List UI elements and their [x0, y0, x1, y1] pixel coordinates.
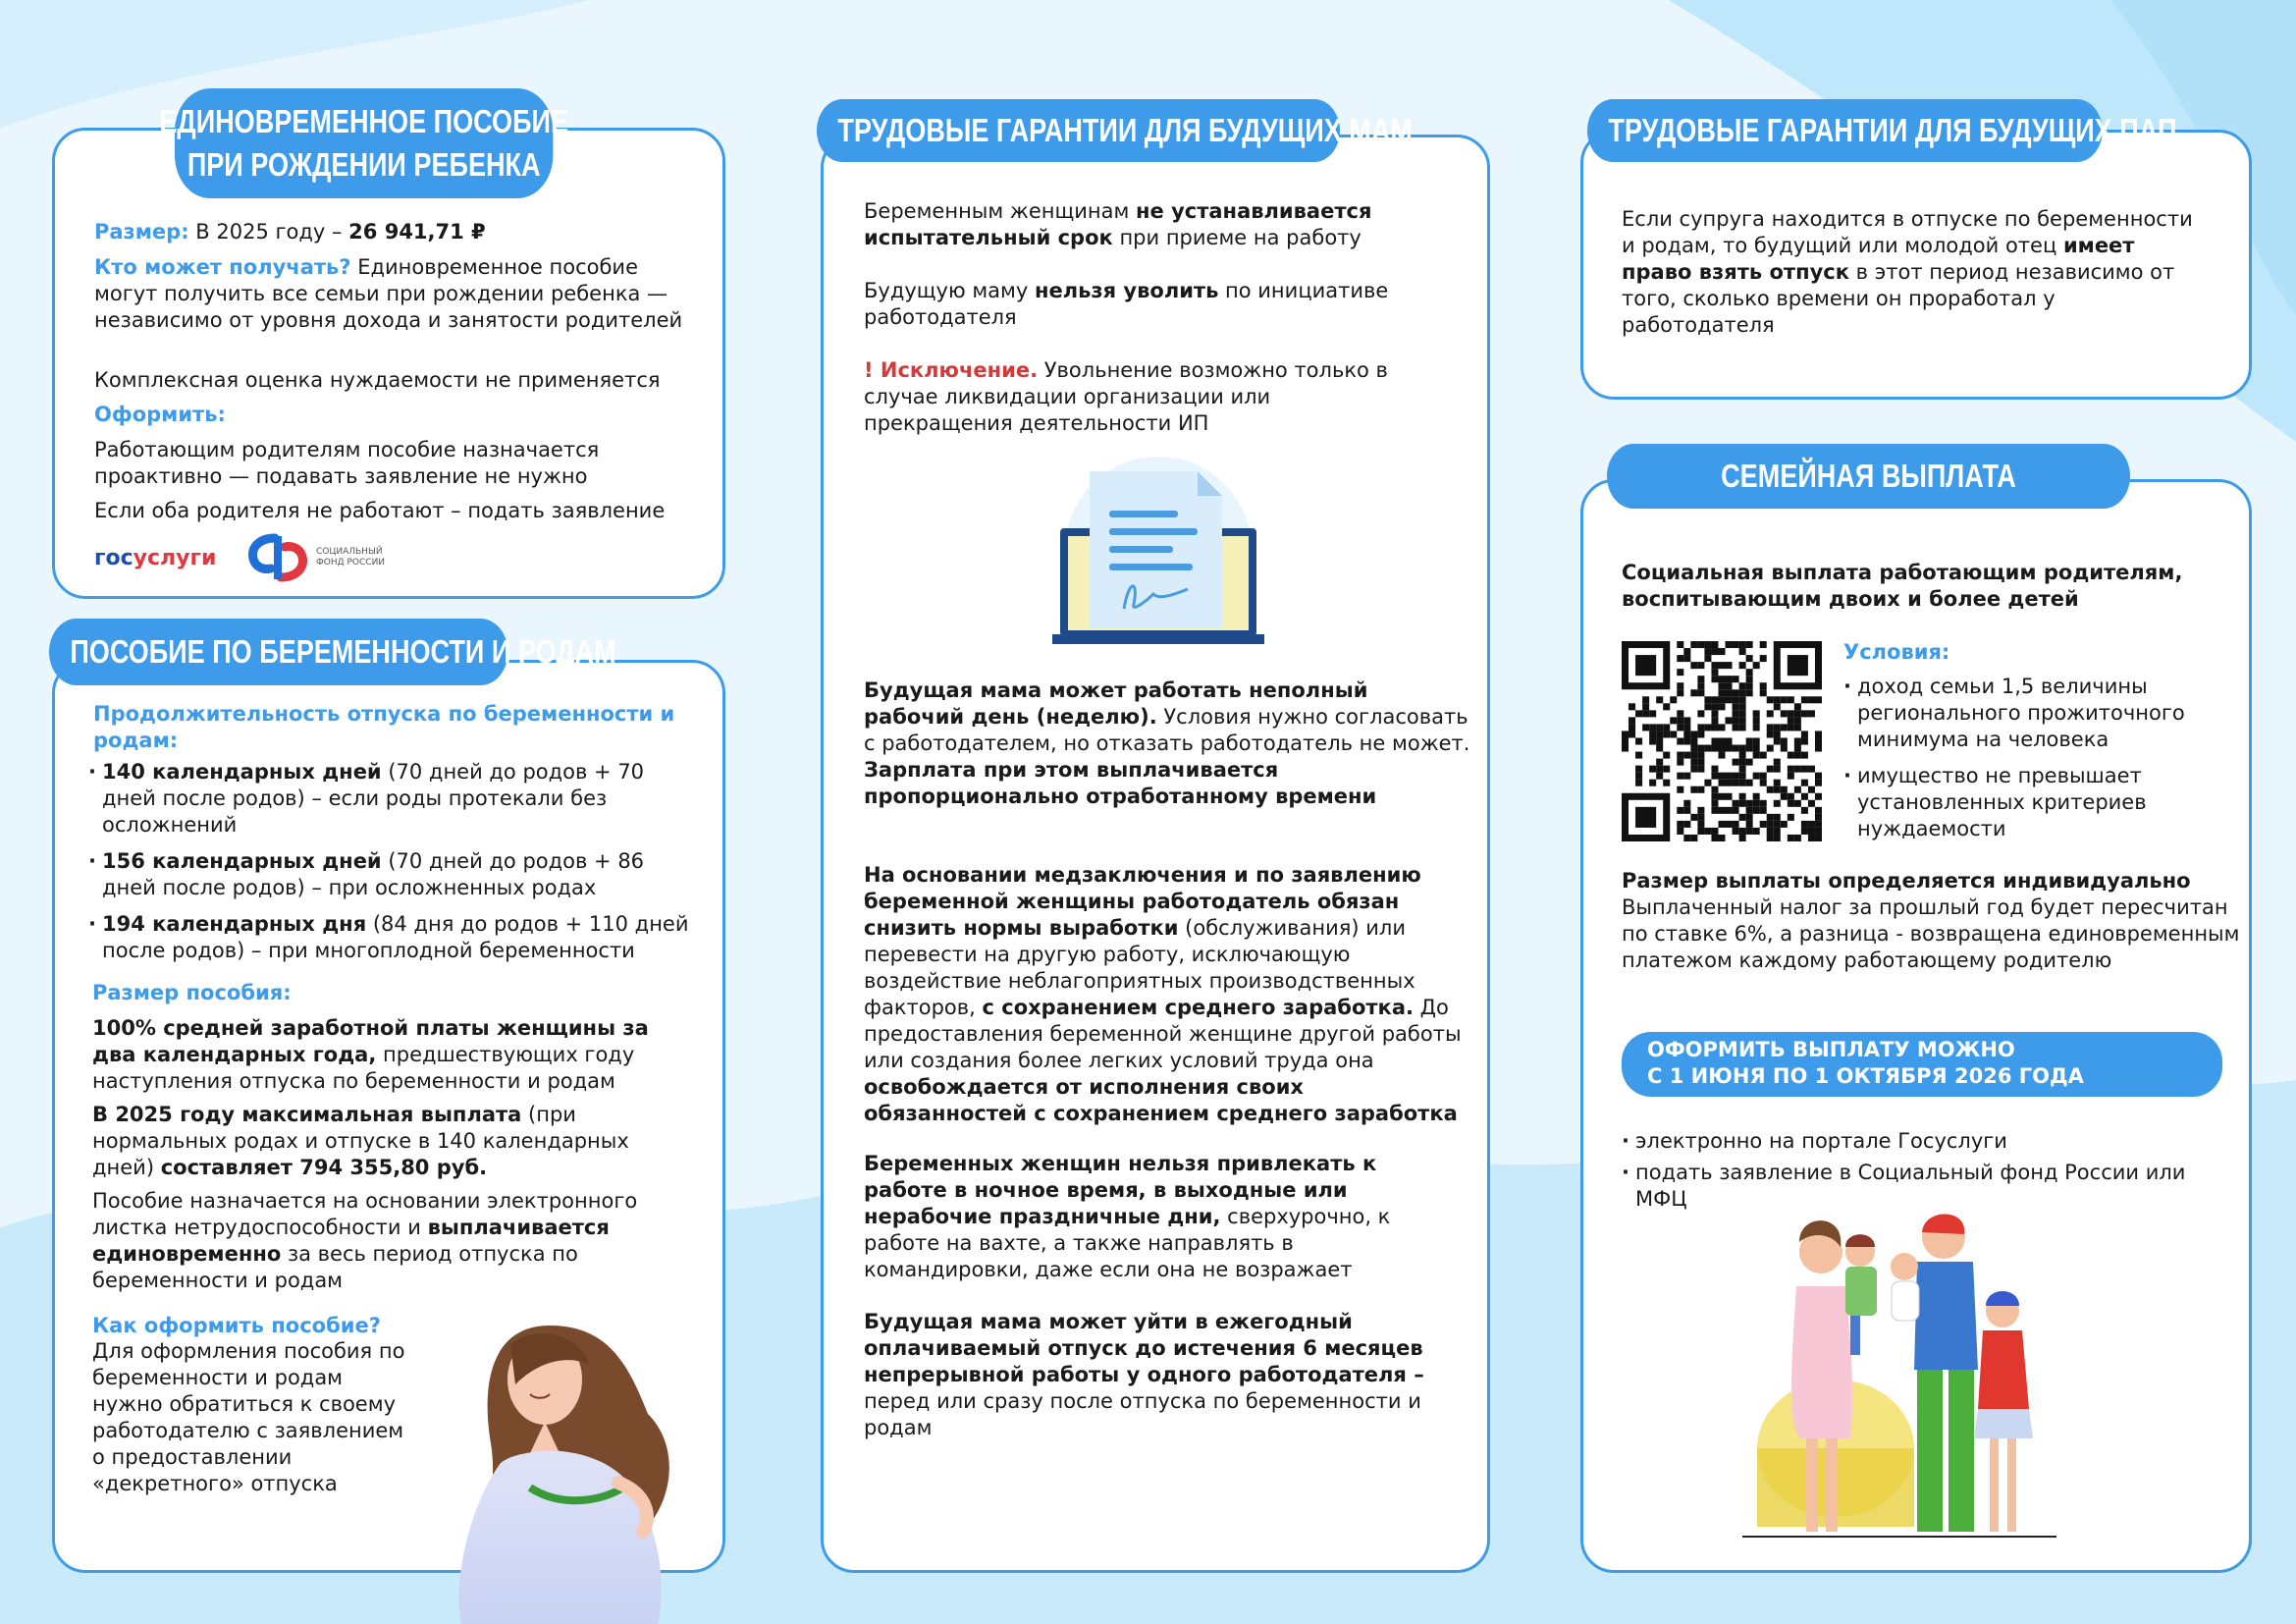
family-size	[1622, 868, 2240, 974]
moms-p3-text: Условия нужно согласовать с работодателем, но отказать работодатель не может.	[864, 705, 1470, 755]
gosuslugi-logo-part1: гос	[94, 546, 133, 570]
family-ways-list	[1622, 1128, 2211, 1213]
maternity-d3-text: (84 дня до родов + 110 дней после родов) – при многоплодной беременности	[102, 912, 689, 962]
family-title-pill	[1607, 444, 2130, 509]
moms-p1-text2: при приеме на работу	[1112, 226, 1362, 249]
maternity-howto-label: Как оформить пособие?	[92, 1314, 381, 1337]
maternity-duration-item	[88, 848, 697, 901]
lump-sum-apply-label: Оформить:	[94, 403, 226, 426]
lump-sum-size-label: Размер:	[94, 220, 189, 244]
moms-p3	[864, 677, 1472, 810]
moms-exception-label: ! Исключение.	[864, 358, 1039, 382]
moms-p5	[864, 1151, 1443, 1283]
maternity-amount-bold: 100% средней заработной платы женщины за два календарных года,	[92, 1016, 649, 1066]
pregnant-woman-illustration	[432, 1306, 697, 1624]
lump-sum-title-line1: ЕДИНОВРЕМЕННОЕ ПОСОБИЕ	[159, 103, 569, 140]
moms-p6	[864, 1309, 1443, 1441]
lump-sum-who-label: Кто может получать?	[94, 255, 351, 279]
lump-sum-size-value: 26 941,71 ₽	[348, 220, 486, 244]
maternity-d2-text: (70 дней до родов + 86 дней после родов) – при осложненных родах	[102, 849, 645, 899]
document-laptop-illustration	[1041, 452, 1276, 648]
moms-p2	[864, 278, 1453, 331]
family-size-text: Выплаченный налог за прошлый год будет пересчитан по ставке 6%, а разница - возвращена единовременным платежом каждому работающему родителю	[1622, 895, 2240, 972]
moms-p1-bold: не устанавливается испытательный срок	[864, 199, 1372, 249]
family-deadline-line2: С 1 ИЮНЯ ПО 1 ОКТЯБРЯ 2026 ГОДА	[1647, 1064, 2084, 1088]
maternity-howto-text: Для оформления пособия по беременности и родам нужно обратиться к своему работодателю с заявлением о предоставлении «декретного» отпуска	[92, 1339, 405, 1495]
dads-title-pill	[1587, 99, 2177, 162]
moms-p4-bold2: с сохранением среднего заработка.	[982, 996, 1414, 1019]
moms-p4-text2: До предоставления беременной женщине другой работы или создания более легких условий труда она	[864, 996, 1462, 1072]
moms-p2-bold: нельзя уволить	[1035, 279, 1219, 302]
lump-sum-title-pill	[159, 88, 569, 198]
maternity-duration-label: Продолжительность отпуска по беременности и родам:	[93, 702, 675, 752]
maternity-amount	[92, 1015, 691, 1095]
moms-p2-text2: по инициативе работодателя	[864, 279, 1389, 329]
moms-p3-bold2: Зарплата при этом выплачивается пропорционально отработанному времени	[864, 758, 1377, 808]
lump-sum-assessment: Комплексная оценка нуждаемости не применяется	[94, 368, 661, 392]
moms-p2-text: Будущую маму	[864, 279, 1035, 302]
family-deadline-line1: ОФОРМИТЬ ВЫПЛАТУ МОЖНО	[1647, 1038, 2015, 1061]
family-title: СЕМЕЙНАЯ ВЫПЛАТА	[1721, 458, 2016, 495]
maternity-title-pill	[49, 619, 616, 685]
family-conditions-list	[1843, 674, 2236, 842]
family-way-1: электронно на портале Госуслуги	[1635, 1129, 2007, 1153]
lump-sum-size	[94, 219, 703, 245]
lump-sum-nonworking: Если оба родителя не работают – подать заявление	[94, 499, 666, 522]
sfr-logo[interactable]	[245, 533, 385, 582]
moms-p3-bold: Будущая мама может работать неполный рабочий день (неделю).	[864, 678, 1368, 729]
maternity-title: ПОСОБИЕ ПО БЕРЕМЕННОСТИ И РОДАМ	[70, 633, 616, 671]
dads-title: ТРУДОВЫЕ ГАРАНТИИ ДЛЯ БУДУЩИХ ПАП	[1608, 112, 2177, 149]
family-illustration	[1742, 1203, 2056, 1542]
lump-sum-who-text: Единовременное пособие могут получить все семьи при рождении ребенка — независимо от уровня дохода и занятости родителей	[94, 255, 683, 332]
lump-sum-size-text: В 2025 году –	[188, 220, 349, 244]
dads-text1: Если супруга находится в отпуске по беременности и родам, то будущий или молодой отец	[1622, 207, 2193, 257]
dads-text2: в этот период независимо от того, сколько времени он проработал у работодателя	[1622, 260, 2175, 337]
maternity-amount-label: Размер пособия:	[92, 981, 292, 1004]
moms-p1-text: Беременным женщинам	[864, 199, 1137, 223]
maternity-basis	[92, 1188, 691, 1294]
moms-p6-text: перед или сразу после отпуска по беременности и родам	[864, 1389, 1421, 1439]
maternity-max-bold: В 2025 году максимальная выплата	[92, 1103, 522, 1126]
maternity-duration-item	[88, 911, 697, 964]
dads-bold: имеет право взять отпуск	[1622, 234, 2135, 284]
moms-title: ТРУДОВЫЕ ГАРАНТИИ ДЛЯ БУДУЩИХ МАМ	[837, 112, 1413, 149]
family-headline: Социальная выплата работающим родителям, воспитывающим двоих и более детей	[1622, 561, 2183, 611]
family-way-item	[1622, 1128, 2211, 1155]
maternity-d1-text: (70 дней до родов + 70 дней после родов) – если роды протекали без осложнений	[102, 760, 645, 837]
maternity-d1-bold: 140 календарных дней	[102, 760, 382, 784]
lump-sum-panel	[52, 128, 725, 599]
maternity-d2-bold: 156 календарных дней	[102, 849, 382, 873]
maternity-max	[92, 1102, 662, 1181]
maternity-durations-list	[88, 759, 697, 964]
moms-p4	[864, 862, 1472, 1127]
moms-p4-bold3: освобождается от исполнения своих обязанностей с сохранением среднего заработка	[864, 1075, 1458, 1125]
maternity-duration-item	[88, 759, 697, 839]
moms-title-pill	[817, 99, 1413, 162]
moms-p4-bold: На основании медзаключения и по заявлению беременной женщины работодатель обязан снизить нормы выработки	[864, 863, 1421, 940]
family-conditions-label: Условия:	[1843, 640, 1950, 664]
maternity-d3-bold: 194 календарных дня	[102, 912, 367, 936]
sfr-logo-line2: ФОНД РОССИИ	[316, 558, 386, 568]
family-condition-1: доход семьи 1,5 величины регионального прожиточного минимума на человека	[1857, 675, 2185, 751]
dads-text	[1622, 206, 2201, 339]
maternity-amount-text: предшествующих году наступления отпуска по беременности и родам	[92, 1043, 635, 1093]
gosuslugi-logo[interactable]	[94, 545, 216, 571]
maternity-basis-bold: выплачивается единовременно	[92, 1216, 610, 1266]
family-size-bold: Размер выплаты определяется индивидуально	[1622, 869, 2191, 893]
family-way-2: подать заявление в Социальный фонд России или МФЦ	[1635, 1161, 2186, 1211]
moms-p6-bold: Будущая мама может уйти в ежегодный оплачиваемый отпуск до истечения 6 месяцев непрерывной работы у одного работодателя –	[864, 1310, 1424, 1386]
gosuslugi-logo-part2: услуги	[133, 546, 217, 570]
maternity-basis-text2: за весь период отпуска по беременности и родам	[92, 1242, 578, 1292]
qr-code[interactable]	[1622, 641, 1822, 841]
moms-p5-text: сверхурочно, к работе на вахте, а также направлять в командировки, даже если она не возражает	[864, 1205, 1391, 1281]
moms-exception	[864, 357, 1414, 437]
moms-exception-text: Увольнение возможно только в случае ликвидации организации или прекращения деятельности ИП	[864, 358, 1388, 435]
sfr-logo-icon	[245, 533, 310, 582]
lump-sum-title-line2: ПРИ РОЖДЕНИИ РЕБЕНКА	[187, 146, 541, 183]
family-deadline-banner	[1622, 1032, 2222, 1097]
family-condition-item	[1843, 674, 2236, 753]
family-condition-item	[1843, 763, 2236, 842]
maternity-basis-text1: Пособие назначается на основании электронного листка нетрудоспособности и	[92, 1189, 638, 1239]
sfr-logo-line1: СОЦИАЛЬНЫЙ	[316, 547, 383, 557]
maternity-max-text: (при нормальных родах и отпуске в 140 календарных дней)	[92, 1103, 629, 1179]
lump-sum-who	[94, 254, 708, 334]
maternity-max-bold2: составляет 794 355,80 руб.	[160, 1156, 488, 1179]
moms-p5-bold: Беременных женщин нельзя привлекать к работе в ночное время, в выходные или нерабочие праздничные дни,	[864, 1152, 1377, 1228]
moms-p4-text: (обслуживания) или перевести на другую работу, исключающую воздействие неблагоприятных производственных факторов,	[864, 916, 1415, 1019]
family-condition-2: имущество не превышает установленных критериев нуждаемости	[1857, 764, 2147, 840]
moms-p1	[864, 198, 1463, 251]
lump-sum-working: Работающим родителям пособие назначается проактивно — подавать заявление не нужно	[94, 438, 600, 488]
